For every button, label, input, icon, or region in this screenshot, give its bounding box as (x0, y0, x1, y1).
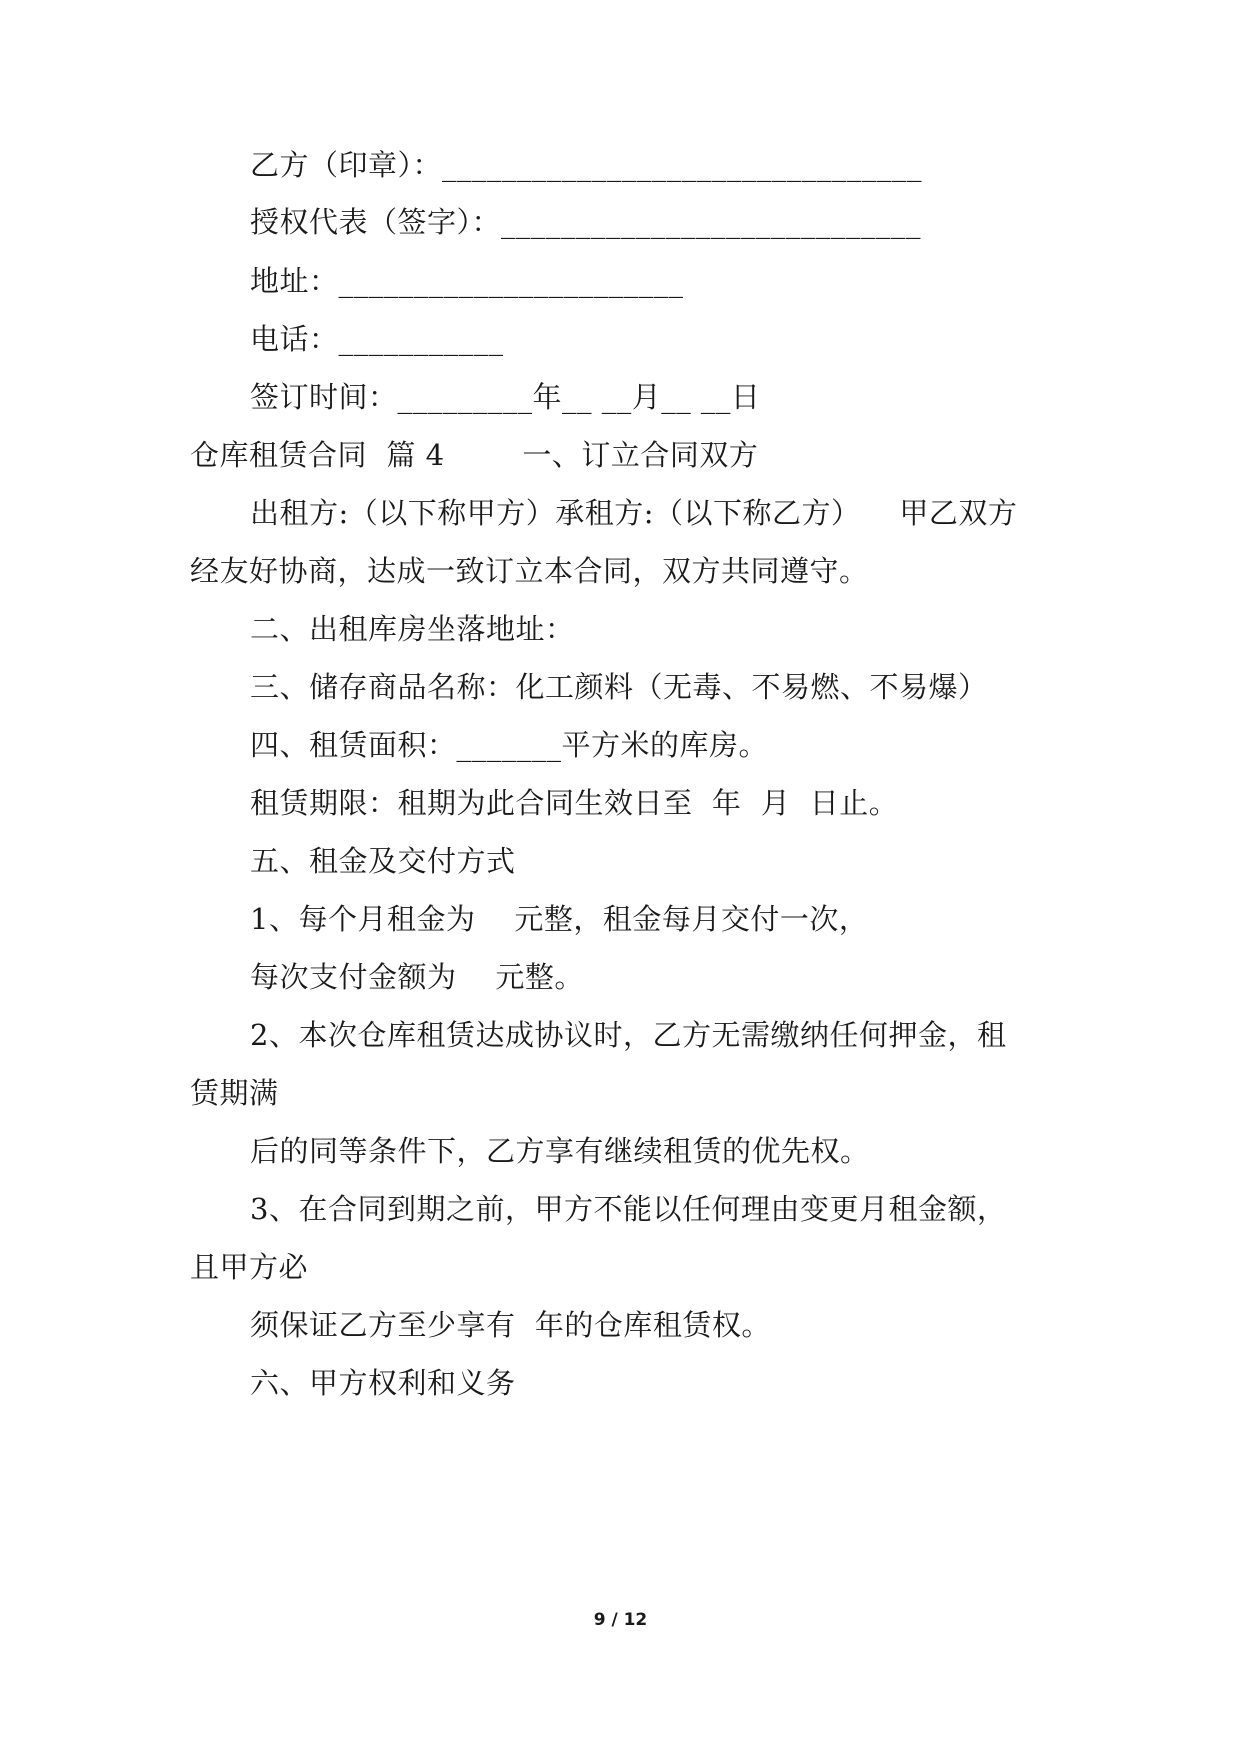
paragraph-line: 且甲方必 (190, 1250, 309, 1284)
paragraph-line: 六、甲方权利和义务 (250, 1366, 516, 1400)
authorized-rep-line: 授权代表（签字）：____________________________ (250, 205, 922, 239)
page-number: 9 / 12 (593, 1610, 648, 1630)
phone-line: 电话：___________ (250, 322, 504, 356)
address-line: 地址：_______________________ (250, 264, 684, 298)
paragraph-line: 出租方:（以下称甲方）承租方:（以下称乙方） 甲乙双方 (250, 496, 1018, 530)
signing-date-line: 签订时间：_________年__ __月__ __日 (250, 380, 761, 414)
paragraph-line: 经友好协商，达成一致订立本合同，双方共同遵守。 (190, 554, 869, 588)
section-heading: 仓库租赁合同 篇 4 一、订立合同双方 (190, 438, 759, 472)
party-b-seal-line: 乙方（印章）：________________________________ (250, 148, 923, 182)
paragraph-line: 每次支付金额为 元整。 (250, 960, 584, 994)
paragraph-line: 后的同等条件下，乙方享有继续租赁的优先权。 (250, 1134, 870, 1168)
paragraph-line: 二、出租库房坐落地址： (250, 612, 575, 646)
paragraph-line: 四、租赁面积：_______平方米的库房。 (250, 728, 769, 762)
paragraph-line: 五、租金及交付方式 (250, 844, 516, 878)
paragraph-line: 三、储存商品名称：化工颜料（无毒、不易燃、不易爆） (250, 670, 988, 704)
paragraph-line: 2、本次仓库租赁达成协议时，乙方无需缴纳任何押金，租 (250, 1018, 1007, 1052)
paragraph-line: 租赁期限：租期为此合同生效日至 年 月 日止。 (250, 786, 899, 820)
paragraph-line: 赁期满 (190, 1076, 279, 1110)
paragraph-line: 1、每个月租金为 元整，租金每月交付一次， (250, 902, 869, 936)
paragraph-line: 须保证乙方至少享有 年的仓库租赁权。 (250, 1308, 771, 1342)
paragraph-line: 3、在合同到期之前，甲方不能以任何理由变更月租金额， (250, 1192, 1007, 1226)
